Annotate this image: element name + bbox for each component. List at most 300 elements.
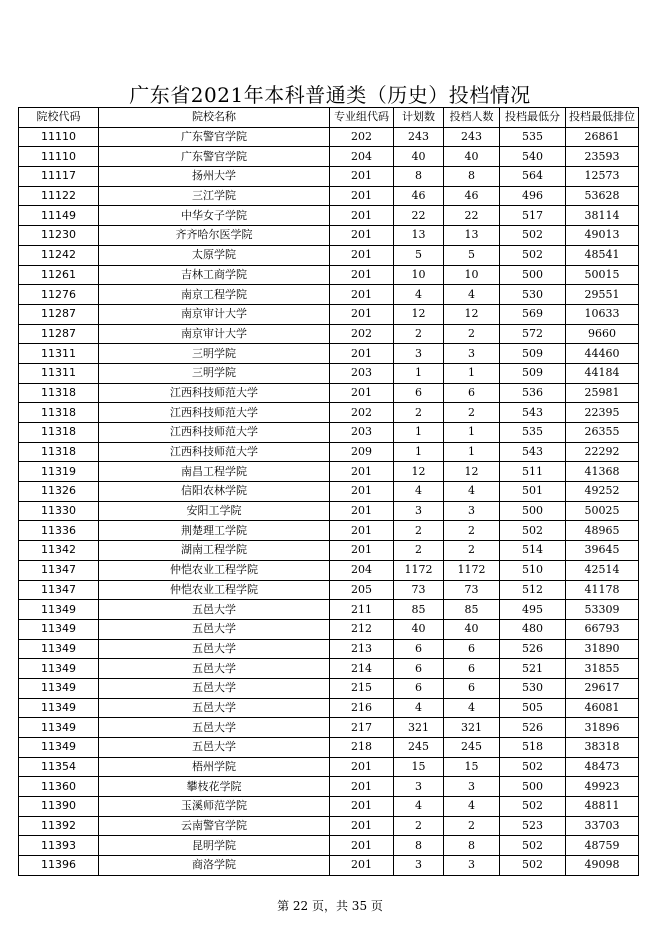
admitted-count-cell: 85 <box>444 600 500 620</box>
admitted-count-cell: 4 <box>444 285 500 305</box>
table-row <box>19 167 639 187</box>
plan-count-cell: 12 <box>394 304 444 324</box>
plan-count-cell: 6 <box>394 659 444 679</box>
school-code-cell: 11390 <box>19 797 99 817</box>
group-code-cell: 201 <box>330 226 394 246</box>
table-row <box>19 462 639 482</box>
group-code-cell: 209 <box>330 442 394 462</box>
min-rank-cell: 29551 <box>566 285 639 305</box>
min-rank-cell: 42514 <box>566 560 639 580</box>
min-rank-cell: 10633 <box>566 304 639 324</box>
admitted-count-cell: 40 <box>444 147 500 167</box>
group-code-cell: 216 <box>330 698 394 718</box>
admitted-count-cell: 1 <box>444 423 500 443</box>
admitted-count-cell: 3 <box>444 344 500 364</box>
min-rank-cell: 49923 <box>566 777 639 797</box>
group-code-cell: 203 <box>330 423 394 443</box>
group-code-cell: 201 <box>330 836 394 856</box>
admitted-count-cell: 6 <box>444 659 500 679</box>
admitted-count-cell: 4 <box>444 698 500 718</box>
group-code-cell: 204 <box>330 560 394 580</box>
table-row <box>19 757 639 777</box>
plan-count-cell: 6 <box>394 678 444 698</box>
plan-count-cell: 243 <box>394 127 444 147</box>
table-row <box>19 324 639 344</box>
school-name-cell: 吉林工商学院 <box>99 265 330 285</box>
table-row <box>19 403 639 423</box>
group-code-cell: 211 <box>330 600 394 620</box>
min-score-cell: 500 <box>500 265 566 285</box>
plan-count-cell: 6 <box>394 383 444 403</box>
table-row <box>19 245 639 265</box>
school-name-cell: 江西科技师范大学 <box>99 423 330 443</box>
school-code-cell: 11287 <box>19 324 99 344</box>
admitted-count-cell: 1 <box>444 363 500 383</box>
column-header: 投档人数 <box>444 108 500 128</box>
min-rank-cell: 48759 <box>566 836 639 856</box>
school-name-cell: 太原学院 <box>99 245 330 265</box>
min-rank-cell: 53628 <box>566 186 639 206</box>
plan-count-cell: 46 <box>394 186 444 206</box>
page-footer: 第 22 页，共 35 页 <box>277 899 383 913</box>
school-name-cell: 南昌工程学院 <box>99 462 330 482</box>
school-code-cell: 11318 <box>19 383 99 403</box>
group-code-cell: 213 <box>330 639 394 659</box>
group-code-cell: 201 <box>330 501 394 521</box>
table-row <box>19 541 639 561</box>
min-rank-cell: 9660 <box>566 324 639 344</box>
school-code-cell: 11349 <box>19 619 99 639</box>
page-title: 广东省2021年本科普通类（历史）投档情况 <box>129 83 531 107</box>
plan-count-cell: 2 <box>394 521 444 541</box>
group-code-cell: 217 <box>330 718 394 738</box>
school-name-cell: 江西科技师范大学 <box>99 442 330 462</box>
plan-count-cell: 2 <box>394 403 444 423</box>
min-rank-cell: 50025 <box>566 501 639 521</box>
school-code-cell: 11393 <box>19 836 99 856</box>
group-code-cell: 201 <box>330 462 394 482</box>
school-code-cell: 11347 <box>19 580 99 600</box>
min-rank-cell: 12573 <box>566 167 639 187</box>
school-name-cell: 南京审计大学 <box>99 304 330 324</box>
min-rank-cell: 26355 <box>566 423 639 443</box>
admitted-count-cell: 12 <box>444 304 500 324</box>
school-code-cell: 11149 <box>19 206 99 226</box>
school-code-cell: 11242 <box>19 245 99 265</box>
min-rank-cell: 49013 <box>566 226 639 246</box>
group-code-cell: 201 <box>330 777 394 797</box>
school-name-cell: 五邑大学 <box>99 698 330 718</box>
min-rank-cell: 41368 <box>566 462 639 482</box>
admitted-count-cell: 13 <box>444 226 500 246</box>
plan-count-cell: 2 <box>394 541 444 561</box>
table-row <box>19 127 639 147</box>
school-code-cell: 11330 <box>19 501 99 521</box>
min-score-cell: 512 <box>500 580 566 600</box>
plan-count-cell: 40 <box>394 147 444 167</box>
plan-count-cell: 1172 <box>394 560 444 580</box>
min-rank-cell: 26861 <box>566 127 639 147</box>
table-row <box>19 383 639 403</box>
min-score-cell: 502 <box>500 757 566 777</box>
min-rank-cell: 29617 <box>566 678 639 698</box>
min-rank-cell: 48965 <box>566 521 639 541</box>
min-score-cell: 572 <box>500 324 566 344</box>
plan-count-cell: 4 <box>394 797 444 817</box>
min-score-cell: 514 <box>500 541 566 561</box>
min-rank-cell: 22395 <box>566 403 639 423</box>
group-code-cell: 201 <box>330 856 394 876</box>
admitted-count-cell: 2 <box>444 403 500 423</box>
plan-count-cell: 2 <box>394 324 444 344</box>
table-row <box>19 580 639 600</box>
admitted-count-cell: 5 <box>444 245 500 265</box>
group-code-cell: 201 <box>330 541 394 561</box>
column-header: 投档最低分 <box>500 108 566 128</box>
school-name-cell: 南京工程学院 <box>99 285 330 305</box>
table-row <box>19 816 639 836</box>
school-code-cell: 11349 <box>19 718 99 738</box>
table-body <box>19 127 639 875</box>
school-name-cell: 中华女子学院 <box>99 206 330 226</box>
min-score-cell: 495 <box>500 600 566 620</box>
min-rank-cell: 48811 <box>566 797 639 817</box>
admitted-count-cell: 6 <box>444 678 500 698</box>
school-name-cell: 广东警官学院 <box>99 127 330 147</box>
min-score-cell: 517 <box>500 206 566 226</box>
group-code-cell: 202 <box>330 324 394 344</box>
school-code-cell: 11319 <box>19 462 99 482</box>
admitted-count-cell: 4 <box>444 797 500 817</box>
school-code-cell: 11110 <box>19 127 99 147</box>
min-score-cell: 526 <box>500 718 566 738</box>
min-score-cell: 509 <box>500 344 566 364</box>
plan-count-cell: 1 <box>394 423 444 443</box>
plan-count-cell: 5 <box>394 245 444 265</box>
school-name-cell: 五邑大学 <box>99 639 330 659</box>
plan-count-cell: 6 <box>394 639 444 659</box>
school-name-cell: 梧州学院 <box>99 757 330 777</box>
school-code-cell: 11349 <box>19 678 99 698</box>
admitted-count-cell: 6 <box>444 383 500 403</box>
school-code-cell: 11311 <box>19 363 99 383</box>
school-code-cell: 11318 <box>19 423 99 443</box>
admitted-count-cell: 2 <box>444 816 500 836</box>
table-row <box>19 698 639 718</box>
table-row <box>19 836 639 856</box>
min-rank-cell: 41178 <box>566 580 639 600</box>
min-rank-cell: 39645 <box>566 541 639 561</box>
school-name-cell: 三明学院 <box>99 363 330 383</box>
school-name-cell: 昆明学院 <box>99 836 330 856</box>
min-score-cell: 523 <box>500 816 566 836</box>
min-score-cell: 510 <box>500 560 566 580</box>
group-code-cell: 201 <box>330 245 394 265</box>
table-row <box>19 738 639 758</box>
min-score-cell: 569 <box>500 304 566 324</box>
min-rank-cell: 49098 <box>566 856 639 876</box>
admitted-count-cell: 4 <box>444 482 500 502</box>
min-rank-cell: 31890 <box>566 639 639 659</box>
table-row <box>19 226 639 246</box>
plan-count-cell: 321 <box>394 718 444 738</box>
min-score-cell: 535 <box>500 423 566 443</box>
school-code-cell: 11230 <box>19 226 99 246</box>
min-rank-cell: 31855 <box>566 659 639 679</box>
table-row <box>19 639 639 659</box>
min-rank-cell: 66793 <box>566 619 639 639</box>
admitted-count-cell: 1172 <box>444 560 500 580</box>
group-code-cell: 201 <box>330 285 394 305</box>
school-code-cell: 11122 <box>19 186 99 206</box>
table-header-row <box>19 108 639 128</box>
plan-count-cell: 73 <box>394 580 444 600</box>
school-code-cell: 11276 <box>19 285 99 305</box>
plan-count-cell: 10 <box>394 265 444 285</box>
plan-count-cell: 3 <box>394 777 444 797</box>
admitted-count-cell: 46 <box>444 186 500 206</box>
plan-count-cell: 3 <box>394 501 444 521</box>
school-code-cell: 11392 <box>19 816 99 836</box>
plan-count-cell: 3 <box>394 856 444 876</box>
min-score-cell: 502 <box>500 245 566 265</box>
min-rank-cell: 49252 <box>566 482 639 502</box>
min-score-cell: 502 <box>500 521 566 541</box>
group-code-cell: 201 <box>330 167 394 187</box>
school-code-cell: 11336 <box>19 521 99 541</box>
table-row <box>19 521 639 541</box>
group-code-cell: 202 <box>330 127 394 147</box>
min-rank-cell: 38318 <box>566 738 639 758</box>
min-rank-cell: 50015 <box>566 265 639 285</box>
group-code-cell: 201 <box>330 521 394 541</box>
min-rank-cell: 38114 <box>566 206 639 226</box>
school-name-cell: 荆楚理工学院 <box>99 521 330 541</box>
group-code-cell: 201 <box>330 186 394 206</box>
min-score-cell: 511 <box>500 462 566 482</box>
min-rank-cell: 25981 <box>566 383 639 403</box>
table-row <box>19 206 639 226</box>
school-name-cell: 仲恺农业工程学院 <box>99 560 330 580</box>
group-code-cell: 201 <box>330 304 394 324</box>
min-rank-cell: 31896 <box>566 718 639 738</box>
min-score-cell: 521 <box>500 659 566 679</box>
plan-count-cell: 8 <box>394 167 444 187</box>
min-score-cell: 501 <box>500 482 566 502</box>
group-code-cell: 214 <box>330 659 394 679</box>
table-row <box>19 147 639 167</box>
school-code-cell: 11349 <box>19 600 99 620</box>
admitted-count-cell: 10 <box>444 265 500 285</box>
school-code-cell: 11318 <box>19 403 99 423</box>
min-score-cell: 564 <box>500 167 566 187</box>
school-name-cell: 云南警官学院 <box>99 816 330 836</box>
school-name-cell: 五邑大学 <box>99 718 330 738</box>
admitted-count-cell: 1 <box>444 442 500 462</box>
plan-count-cell: 4 <box>394 482 444 502</box>
group-code-cell: 201 <box>330 206 394 226</box>
school-name-cell: 湖南工程学院 <box>99 541 330 561</box>
school-code-cell: 11342 <box>19 541 99 561</box>
column-header: 计划数 <box>394 108 444 128</box>
plan-count-cell: 13 <box>394 226 444 246</box>
school-name-cell: 齐齐哈尔医学院 <box>99 226 330 246</box>
school-code-cell: 11347 <box>19 560 99 580</box>
table-row <box>19 856 639 876</box>
school-code-cell: 11396 <box>19 856 99 876</box>
table-row <box>19 659 639 679</box>
school-name-cell: 仲恺农业工程学院 <box>99 580 330 600</box>
school-name-cell: 扬州大学 <box>99 167 330 187</box>
min-score-cell: 502 <box>500 836 566 856</box>
table-row <box>19 600 639 620</box>
group-code-cell: 204 <box>330 147 394 167</box>
plan-count-cell: 8 <box>394 836 444 856</box>
admitted-count-cell: 2 <box>444 541 500 561</box>
table-row <box>19 560 639 580</box>
admitted-count-cell: 8 <box>444 167 500 187</box>
school-name-cell: 五邑大学 <box>99 738 330 758</box>
plan-count-cell: 15 <box>394 757 444 777</box>
admitted-count-cell: 15 <box>444 757 500 777</box>
column-header: 院校代码 <box>19 108 99 128</box>
min-score-cell: 543 <box>500 442 566 462</box>
column-header: 专业组代码 <box>330 108 394 128</box>
group-code-cell: 201 <box>330 265 394 285</box>
admitted-count-cell: 2 <box>444 324 500 344</box>
min-score-cell: 505 <box>500 698 566 718</box>
group-code-cell: 201 <box>330 344 394 364</box>
group-code-cell: 202 <box>330 403 394 423</box>
group-code-cell: 201 <box>330 482 394 502</box>
admitted-count-cell: 3 <box>444 501 500 521</box>
school-name-cell: 江西科技师范大学 <box>99 403 330 423</box>
school-name-cell: 三明学院 <box>99 344 330 364</box>
table-row <box>19 304 639 324</box>
plan-count-cell: 4 <box>394 285 444 305</box>
group-code-cell: 201 <box>330 383 394 403</box>
admitted-count-cell: 22 <box>444 206 500 226</box>
admitted-count-cell: 40 <box>444 619 500 639</box>
min-score-cell: 480 <box>500 619 566 639</box>
school-code-cell: 11311 <box>19 344 99 364</box>
school-code-cell: 11287 <box>19 304 99 324</box>
group-code-cell: 203 <box>330 363 394 383</box>
admitted-count-cell: 8 <box>444 836 500 856</box>
table-row <box>19 777 639 797</box>
group-code-cell: 218 <box>330 738 394 758</box>
admitted-count-cell: 321 <box>444 718 500 738</box>
column-header: 院校名称 <box>99 108 330 128</box>
table-row <box>19 265 639 285</box>
school-name-cell: 南京审计大学 <box>99 324 330 344</box>
min-score-cell: 526 <box>500 639 566 659</box>
admitted-count-cell: 243 <box>444 127 500 147</box>
school-name-cell: 玉溪师范学院 <box>99 797 330 817</box>
school-name-cell: 五邑大学 <box>99 600 330 620</box>
school-code-cell: 11261 <box>19 265 99 285</box>
table-row <box>19 797 639 817</box>
min-score-cell: 502 <box>500 797 566 817</box>
plan-count-cell: 245 <box>394 738 444 758</box>
school-name-cell: 安阳工学院 <box>99 501 330 521</box>
plan-count-cell: 22 <box>394 206 444 226</box>
table-row <box>19 718 639 738</box>
plan-count-cell: 1 <box>394 363 444 383</box>
min-rank-cell: 33703 <box>566 816 639 836</box>
min-score-cell: 535 <box>500 127 566 147</box>
min-score-cell: 536 <box>500 383 566 403</box>
min-score-cell: 509 <box>500 363 566 383</box>
min-rank-cell: 48473 <box>566 757 639 777</box>
group-code-cell: 215 <box>330 678 394 698</box>
school-name-cell: 五邑大学 <box>99 678 330 698</box>
school-code-cell: 11360 <box>19 777 99 797</box>
school-code-cell: 11326 <box>19 482 99 502</box>
table-row <box>19 619 639 639</box>
school-code-cell: 11349 <box>19 738 99 758</box>
school-code-cell: 11349 <box>19 639 99 659</box>
school-name-cell: 信阳农林学院 <box>99 482 330 502</box>
table-row <box>19 501 639 521</box>
table-row <box>19 186 639 206</box>
school-code-cell: 11349 <box>19 698 99 718</box>
min-score-cell: 500 <box>500 777 566 797</box>
plan-count-cell: 2 <box>394 816 444 836</box>
min-score-cell: 502 <box>500 226 566 246</box>
admitted-count-cell: 245 <box>444 738 500 758</box>
group-code-cell: 201 <box>330 797 394 817</box>
plan-count-cell: 40 <box>394 619 444 639</box>
school-code-cell: 11318 <box>19 442 99 462</box>
admitted-count-cell: 12 <box>444 462 500 482</box>
admitted-count-cell: 2 <box>444 521 500 541</box>
table-row <box>19 678 639 698</box>
min-score-cell: 540 <box>500 147 566 167</box>
admitted-count-cell: 73 <box>444 580 500 600</box>
plan-count-cell: 4 <box>394 698 444 718</box>
plan-count-cell: 3 <box>394 344 444 364</box>
group-code-cell: 201 <box>330 757 394 777</box>
min-score-cell: 530 <box>500 285 566 305</box>
admitted-count-cell: 3 <box>444 777 500 797</box>
group-code-cell: 201 <box>330 816 394 836</box>
school-name-cell: 商洛学院 <box>99 856 330 876</box>
school-name-cell: 攀枝花学院 <box>99 777 330 797</box>
min-rank-cell: 23593 <box>566 147 639 167</box>
group-code-cell: 212 <box>330 619 394 639</box>
min-rank-cell: 22292 <box>566 442 639 462</box>
min-rank-cell: 48541 <box>566 245 639 265</box>
group-code-cell: 205 <box>330 580 394 600</box>
min-rank-cell: 44460 <box>566 344 639 364</box>
school-name-cell: 三江学院 <box>99 186 330 206</box>
min-rank-cell: 44184 <box>566 363 639 383</box>
school-name-cell: 江西科技师范大学 <box>99 383 330 403</box>
plan-count-cell: 12 <box>394 462 444 482</box>
admission-table <box>18 107 639 876</box>
table-row <box>19 285 639 305</box>
column-header: 投档最低排位 <box>566 108 639 128</box>
min-rank-cell: 46081 <box>566 698 639 718</box>
plan-count-cell: 85 <box>394 600 444 620</box>
school-name-cell: 五邑大学 <box>99 619 330 639</box>
plan-count-cell: 1 <box>394 442 444 462</box>
school-code-cell: 11349 <box>19 659 99 679</box>
min-score-cell: 496 <box>500 186 566 206</box>
table-row <box>19 482 639 502</box>
school-code-cell: 11354 <box>19 757 99 777</box>
